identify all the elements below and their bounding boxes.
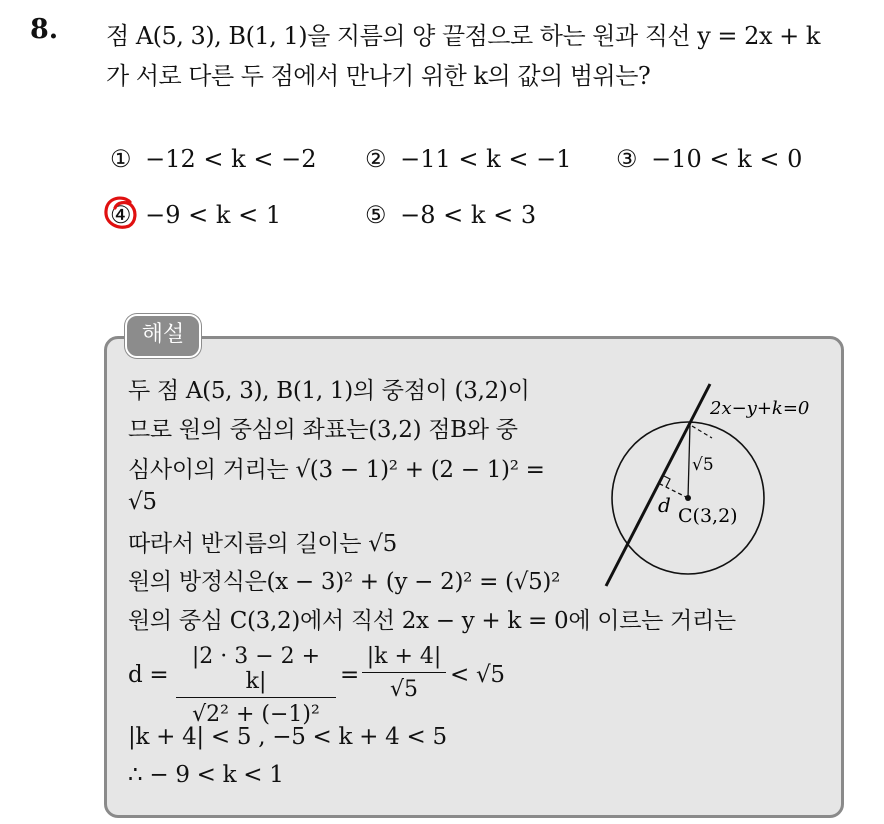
solution-line7: 원의 중심 C(3,2)에서 직선 2x − y + k = 0에 이르는 거리는 — [128, 608, 736, 634]
choice-1-number: ① — [110, 145, 132, 173]
radius-label: √5 — [692, 455, 714, 475]
choice-3[interactable] — [616, 145, 802, 173]
solution-line10: ∴ − 9 < k < 1 — [128, 762, 284, 788]
fraction-2-denominator: √5 — [389, 677, 418, 702]
right-angle-mark — [664, 476, 670, 487]
solution-line2: 므로 원의 중심의 좌표는(3,2) 점B와 중 — [128, 417, 518, 443]
solution-line1: 두 점 A(5, 3), B(1, 1)의 중점이 (3,2)이 — [128, 378, 530, 404]
choice-5-number: ⑤ — [365, 201, 387, 229]
solution-line5: 따라서 반지름의 길이는 √5 — [128, 531, 397, 557]
answer-circle-mark — [101, 193, 141, 233]
choice-4-number: ④ — [110, 201, 132, 229]
line-2x-y-k — [606, 384, 710, 586]
solution-line3: 심사이의 거리는 √(3 − 1)² + (2 − 1)² = — [128, 457, 545, 483]
fraction-1-denominator: √2² + (−1)² — [192, 702, 320, 727]
distance-fraction-1 — [176, 644, 336, 727]
choice-2[interactable] — [365, 145, 571, 173]
distance-lhs: d = — [128, 662, 169, 688]
equals-sign: = — [340, 662, 359, 688]
distance-fraction-2 — [362, 644, 446, 702]
radius-segment — [688, 424, 690, 498]
question-number: 8. — [30, 14, 59, 45]
choice-1-text: −12 < k < −2 — [145, 145, 317, 173]
solution-tab: 해설 — [125, 314, 201, 358]
choice-3-number: ③ — [616, 145, 638, 173]
distance-label: d — [658, 493, 671, 517]
circle-line-figure — [600, 376, 840, 596]
distance-rhs: < √5 — [450, 662, 505, 688]
center-point — [685, 495, 691, 501]
choice-5-text: −8 < k < 3 — [400, 201, 537, 229]
line-label: 2x−y+k=0 — [710, 398, 810, 419]
solution-line6: 원의 방정식은(x − 3)² + (y − 2)² = (√5)² — [128, 569, 561, 595]
question-text-line2: 가 서로 다른 두 점에서 만나기 위한 k의 값의 범위는? — [106, 62, 651, 90]
fraction-2-numerator: |k + 4| — [366, 644, 442, 669]
question-text-line1: 점 A(5, 3), B(1, 1)을 지름의 양 끝점으로 하는 원과 직선 y = 2x + k — [106, 22, 820, 50]
fraction-1-numerator: |2 · 3 − 2 + k| — [191, 644, 321, 694]
choice-3-text: −10 < k < 0 — [651, 145, 803, 173]
dashed-chord — [692, 426, 712, 438]
choice-1[interactable] — [110, 145, 316, 173]
solution-line9: |k + 4| < 5 , −5 < k + 4 < 5 — [128, 724, 447, 750]
center-label: C(3,2) — [678, 505, 738, 527]
solution-line4: √5 — [128, 489, 157, 515]
choice-4-text: −9 < k < 1 — [145, 201, 282, 229]
choice-2-text: −11 < k < −1 — [400, 145, 572, 173]
choice-2-number: ② — [365, 145, 387, 173]
choice-5[interactable] — [365, 201, 536, 229]
